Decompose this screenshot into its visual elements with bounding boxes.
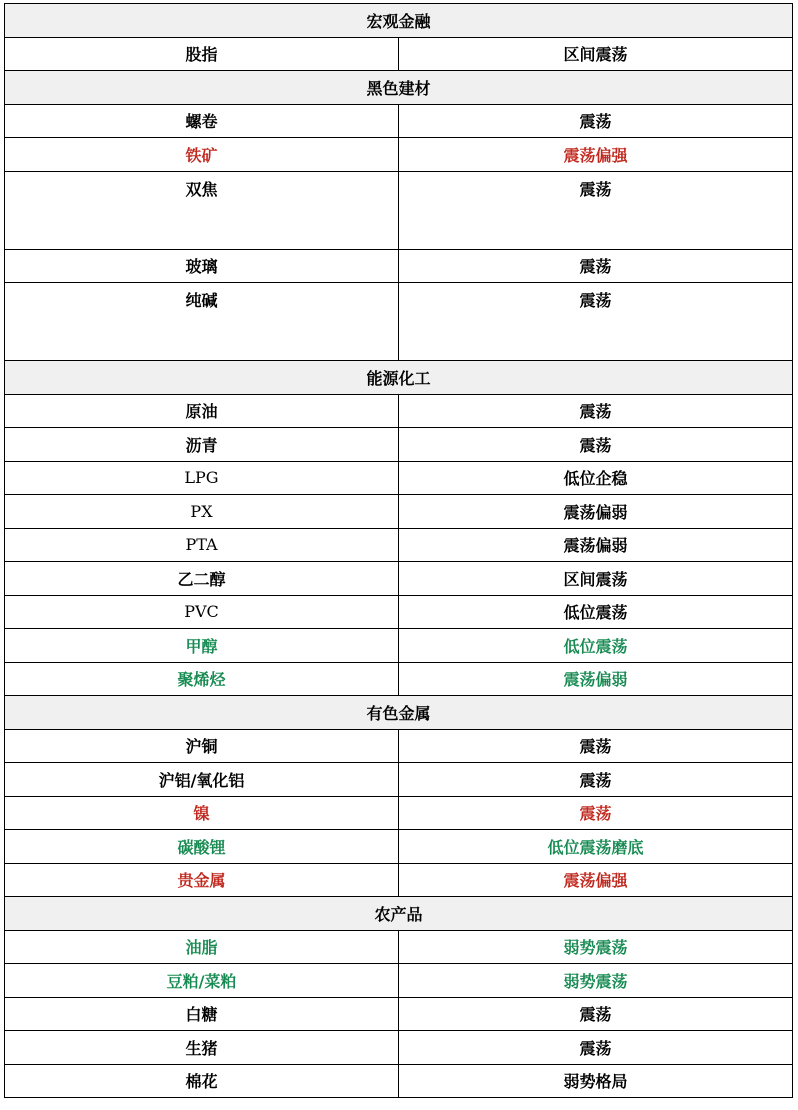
commodity-name: 螺卷 [5, 104, 399, 138]
commodity-name: 甲醇 [5, 629, 399, 663]
table-row [5, 729, 793, 763]
outlook-status: 震荡偏弱 [399, 495, 793, 529]
outlook-status: 低位震荡 [399, 595, 793, 629]
commodity-name: 棉花 [5, 1064, 399, 1098]
table-row [5, 562, 793, 596]
table-row [5, 796, 793, 830]
section-header-row [5, 897, 793, 931]
table-row [5, 138, 793, 172]
outlook-status: 震荡 [399, 394, 793, 428]
commodity-name: PTA [5, 528, 399, 562]
table-row [5, 662, 793, 696]
commodity-name: 白糖 [5, 997, 399, 1031]
outlook-status: 低位企稳 [399, 461, 793, 495]
table-row [5, 37, 793, 71]
table-row [5, 930, 793, 964]
outlook-status: 区间震荡 [399, 562, 793, 596]
table-row [5, 964, 793, 998]
commodity-name: 油脂 [5, 930, 399, 964]
outlook-status: 震荡 [399, 1031, 793, 1065]
table-row [5, 283, 793, 361]
outlook-status: 低位震荡 [399, 629, 793, 663]
outlook-table-body [5, 4, 793, 1098]
section-header-row [5, 4, 793, 38]
commodity-name: 豆粕/菜粕 [5, 964, 399, 998]
outlook-status: 震荡偏弱 [399, 662, 793, 696]
commodity-name: 镍 [5, 796, 399, 830]
outlook-table [4, 3, 793, 1098]
table-row [5, 528, 793, 562]
commodity-name: 股指 [5, 37, 399, 71]
outlook-status: 震荡 [399, 283, 793, 361]
commodity-name: 双焦 [5, 171, 399, 249]
outlook-status: 震荡 [399, 428, 793, 462]
commodity-name: 生猪 [5, 1031, 399, 1065]
commodity-name: 铁矿 [5, 138, 399, 172]
table-row [5, 830, 793, 864]
table-row [5, 461, 793, 495]
table-row [5, 997, 793, 1031]
commodity-name: LPG [5, 461, 399, 495]
section-title: 能源化工 [5, 361, 793, 395]
commodity-name: 纯碱 [5, 283, 399, 361]
outlook-status: 震荡偏强 [399, 863, 793, 897]
outlook-status: 低位震荡磨底 [399, 830, 793, 864]
outlook-status: 震荡偏强 [399, 138, 793, 172]
outlook-status: 区间震荡 [399, 37, 793, 71]
table-row [5, 495, 793, 529]
commodity-name: 玻璃 [5, 249, 399, 283]
outlook-status: 震荡 [399, 997, 793, 1031]
outlook-status: 震荡 [399, 104, 793, 138]
section-title: 宏观金融 [5, 4, 793, 38]
table-row [5, 863, 793, 897]
commodity-name: 碳酸锂 [5, 830, 399, 864]
outlook-status: 震荡 [399, 796, 793, 830]
outlook-status: 弱势震荡 [399, 964, 793, 998]
section-title: 有色金属 [5, 696, 793, 730]
commodity-name: PVC [5, 595, 399, 629]
outlook-status: 震荡 [399, 729, 793, 763]
table-row [5, 104, 793, 138]
section-title: 农产品 [5, 897, 793, 931]
commodity-name: PX [5, 495, 399, 529]
commodity-name: 沪铜 [5, 729, 399, 763]
outlook-status: 震荡 [399, 763, 793, 797]
table-row [5, 1031, 793, 1065]
table-row [5, 595, 793, 629]
table-row [5, 629, 793, 663]
table-row [5, 171, 793, 249]
table-row [5, 763, 793, 797]
table-row [5, 249, 793, 283]
commodity-name: 沥青 [5, 428, 399, 462]
section-header-row [5, 71, 793, 105]
outlook-status: 震荡 [399, 171, 793, 249]
commodity-name: 沪铝/氧化铝 [5, 763, 399, 797]
commodity-name: 原油 [5, 394, 399, 428]
table-row [5, 428, 793, 462]
outlook-status: 震荡 [399, 249, 793, 283]
commodity-name: 乙二醇 [5, 562, 399, 596]
commodity-name: 聚烯烃 [5, 662, 399, 696]
outlook-status: 震荡偏弱 [399, 528, 793, 562]
outlook-status: 弱势格局 [399, 1064, 793, 1098]
commodity-name: 贵金属 [5, 863, 399, 897]
section-header-row [5, 696, 793, 730]
section-header-row [5, 361, 793, 395]
section-title: 黑色建材 [5, 71, 793, 105]
table-row [5, 1064, 793, 1098]
table-row [5, 394, 793, 428]
outlook-status: 弱势震荡 [399, 930, 793, 964]
